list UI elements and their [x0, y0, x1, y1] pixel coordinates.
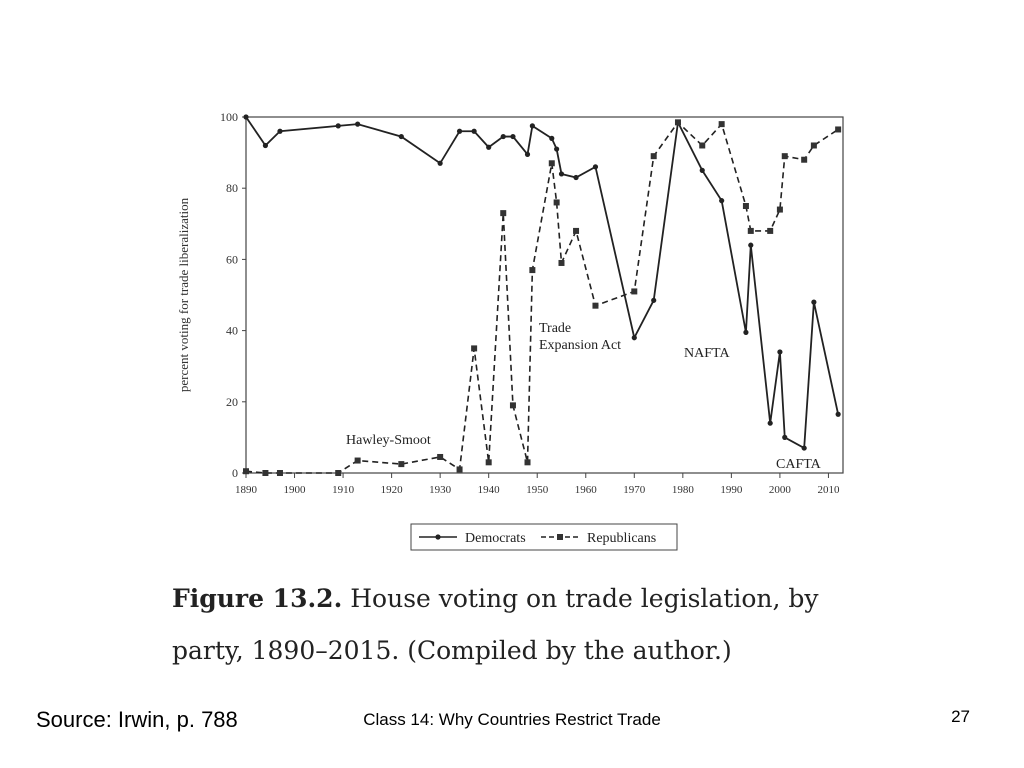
x-tick-label: 1990	[720, 484, 743, 496]
data-point-democrats	[457, 129, 462, 134]
data-point-democrats	[700, 168, 705, 173]
chart-annotations	[346, 321, 822, 472]
data-point-democrats	[355, 122, 360, 127]
data-point-democrats	[472, 129, 477, 134]
x-tick-label: 2010	[817, 484, 840, 496]
series-republicans	[243, 119, 841, 476]
data-point-republicans	[801, 157, 807, 163]
data-point-republicans	[573, 228, 579, 234]
data-point-republicans	[767, 228, 773, 234]
series-democrats	[243, 114, 840, 450]
data-point-democrats	[651, 298, 656, 303]
annotation-label: CAFTA	[776, 457, 821, 472]
series-line-republicans	[246, 122, 838, 473]
data-point-republicans	[355, 458, 361, 464]
data-point-democrats	[748, 243, 753, 248]
figure-caption-text: House voting on trade legislation, by party, 1890–2015. (Compiled by the author.)	[172, 584, 819, 665]
plot-frame	[246, 117, 843, 473]
data-point-democrats	[263, 143, 268, 148]
data-point-republicans	[243, 468, 249, 474]
data-point-republicans	[835, 126, 841, 132]
x-tick-label: 1940	[477, 484, 500, 496]
x-tick-label: 1960	[574, 484, 597, 496]
chart-legend	[411, 524, 677, 550]
slide-page-number: 27	[951, 707, 970, 726]
data-point-republicans	[500, 210, 506, 216]
data-point-republicans	[510, 402, 516, 408]
data-point-republicans	[743, 203, 749, 209]
source-citation: Source: Irwin, p. 788	[36, 707, 238, 732]
series-line-democrats	[246, 117, 838, 448]
data-point-democrats	[486, 145, 491, 150]
legend-label-republicans: Republicans	[587, 531, 657, 546]
data-point-democrats	[525, 152, 530, 157]
data-point-republicans	[529, 267, 535, 273]
x-tick-label: 1890	[235, 484, 257, 496]
data-point-republicans	[675, 119, 681, 125]
data-point-republicans	[398, 461, 404, 467]
data-point-democrats	[777, 349, 782, 354]
annotation-label: NAFTA	[684, 346, 730, 361]
x-tick-label: 1980	[671, 484, 694, 496]
data-point-democrats	[811, 300, 816, 305]
y-axis-label: percent voting for trade liberalization	[176, 197, 191, 393]
data-point-democrats	[501, 134, 506, 139]
data-point-republicans	[335, 470, 341, 476]
data-point-republicans	[554, 199, 560, 205]
data-point-republicans	[592, 303, 598, 309]
data-point-republicans	[437, 454, 443, 460]
data-point-republicans	[486, 459, 492, 465]
x-tick-label: 1920	[380, 484, 403, 496]
data-point-republicans	[262, 470, 268, 476]
data-point-democrats	[593, 164, 598, 169]
data-point-republicans	[558, 260, 564, 266]
data-point-democrats	[549, 136, 554, 141]
data-point-democrats	[277, 129, 282, 134]
x-tick-label: 1910	[332, 484, 355, 496]
data-point-republicans	[782, 153, 788, 159]
data-point-democrats	[836, 412, 841, 417]
figure-number: Figure 13.2.	[172, 584, 343, 613]
data-point-democrats	[530, 123, 535, 128]
y-tick-label: 20	[226, 394, 238, 409]
legend-marker-democrats	[435, 534, 440, 539]
chart-series	[243, 114, 841, 476]
data-point-democrats	[768, 421, 773, 426]
data-point-republicans	[651, 153, 657, 159]
data-point-democrats	[510, 134, 515, 139]
data-point-republicans	[719, 121, 725, 127]
x-tick-label: 1900	[283, 484, 306, 496]
data-point-republicans	[811, 142, 817, 148]
data-point-democrats	[243, 114, 248, 119]
figure-caption	[172, 573, 872, 677]
y-tick-label: 0	[232, 466, 238, 480]
y-tick-label: 100	[220, 110, 238, 124]
data-point-democrats	[559, 171, 564, 176]
data-point-republicans	[631, 288, 637, 294]
data-point-democrats	[632, 335, 637, 340]
legend-marker-republicans	[557, 534, 563, 540]
data-point-republicans	[699, 142, 705, 148]
data-point-republicans	[549, 160, 555, 166]
data-point-republicans	[525, 459, 531, 465]
x-tick-label: 1970	[623, 484, 646, 496]
data-point-democrats	[573, 175, 578, 180]
legend-label-democrats: Democrats	[465, 531, 526, 546]
data-point-republicans	[748, 228, 754, 234]
y-tick-label: 60	[226, 252, 238, 267]
annotation-label: Trade Expansion Act	[539, 321, 622, 353]
data-point-democrats	[336, 123, 341, 128]
data-point-democrats	[782, 435, 787, 440]
data-point-democrats	[554, 146, 559, 151]
data-point-republicans	[471, 345, 477, 351]
data-point-democrats	[719, 198, 724, 203]
y-tick-label: 40	[226, 323, 238, 338]
data-point-republicans	[277, 470, 283, 476]
chart-axes	[246, 117, 843, 473]
data-point-republicans	[457, 466, 463, 472]
data-point-democrats	[743, 330, 748, 335]
y-tick-label: 80	[226, 181, 238, 196]
data-point-democrats	[438, 161, 443, 166]
x-tick-label: 1930	[429, 484, 452, 496]
data-point-democrats	[399, 134, 404, 139]
annotation-label: Hawley-Smoot	[346, 433, 431, 448]
x-tick-label: 1950	[526, 484, 549, 496]
data-point-republicans	[777, 207, 783, 213]
data-point-democrats	[802, 445, 807, 450]
x-tick-label: 2000	[768, 484, 791, 496]
slide-footer-title: Class 14: Why Countries Restrict Trade	[363, 710, 661, 729]
